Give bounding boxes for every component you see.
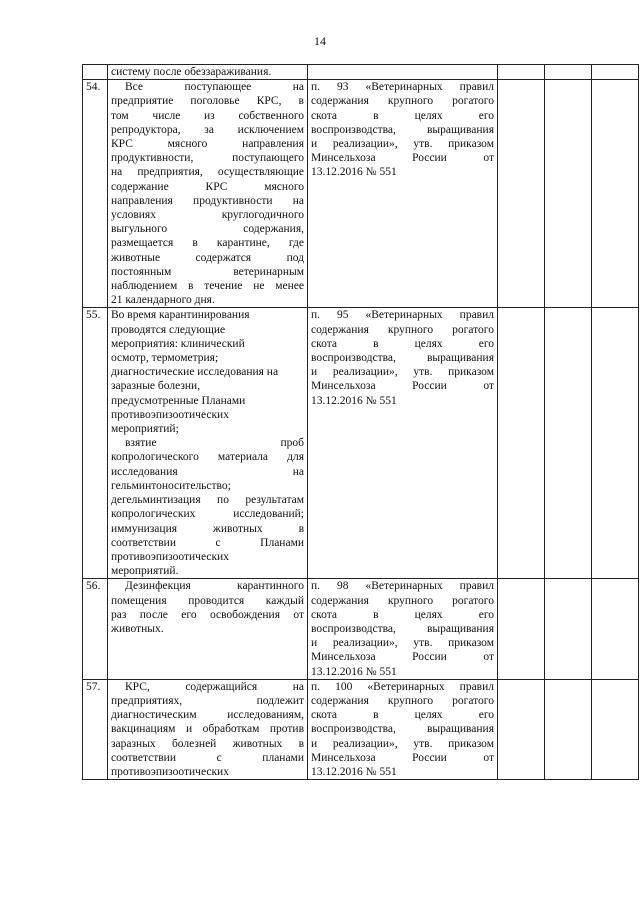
reference-text-line: скота в целях его <box>311 709 494 722</box>
requirement-text-line: Дезинфекция карантинного <box>125 580 304 593</box>
empty-cell-a <box>498 308 545 579</box>
page-number: 14 <box>314 34 326 48</box>
requirement-text-line: противоэпизоотических <box>111 765 229 778</box>
requirement-text-line: систему после обеззараживания. <box>111 66 272 78</box>
requirement-text-line: предприятие поголовье КРС, в <box>111 95 304 108</box>
requirement-text-line: соответствии с Планами <box>111 536 304 549</box>
reference-text-line: Минсельхоза России от <box>311 751 494 764</box>
empty-cell-c <box>592 65 639 80</box>
empty-cell-c <box>592 679 639 779</box>
table-row <box>83 80 639 308</box>
empty-cell-c <box>592 80 639 308</box>
requirement-text-line: взятие проб <box>125 437 304 450</box>
legal-reference-cell <box>308 579 498 679</box>
reference-text-line: 13.12.2016 № 551 <box>311 394 397 407</box>
reference-text-line: и реализации», утв. приказом <box>311 737 494 750</box>
reference-text-line: воспроизводства, выращивания <box>311 723 494 736</box>
reference-text-line: 13.12.2016 № 551 <box>311 166 397 179</box>
requirement-cell <box>108 65 308 80</box>
reference-text-line: скота в целях его <box>311 109 494 122</box>
requirement-cell <box>108 308 308 579</box>
requirement-text-line: постоянным ветеринарным <box>111 265 304 278</box>
requirement-text-line: животные содержатся под <box>111 251 304 264</box>
requirement-text-line: дегельминтизация по результатам <box>111 494 304 507</box>
reference-text-line: п. 98 «Ветеринарных правил <box>311 580 494 593</box>
table-row <box>83 308 639 579</box>
requirement-text-line: условиях круглогодичного <box>111 209 304 222</box>
empty-cell-a <box>498 579 545 679</box>
requirement-text-line: животных. <box>111 622 164 635</box>
reference-text-line: п. 95 «Ветеринарных правил <box>311 309 494 322</box>
requirement-cell <box>108 80 308 308</box>
requirement-text-line: предприятиях, подлежит <box>111 694 304 707</box>
reference-text-line: и реализации», утв. приказом <box>311 366 494 379</box>
reference-text-line: скота в целях его <box>311 608 494 621</box>
legal-reference-cell <box>308 308 498 579</box>
requirement-text-line: осмотр, термометрия; <box>111 352 219 365</box>
row-number: 57. <box>83 679 108 779</box>
empty-cell-a <box>498 65 545 80</box>
reference-text-line: воспроизводства, выращивания <box>311 352 494 365</box>
requirement-text-line: вакцинациям и обработкам против <box>111 723 304 736</box>
row-number: 55. <box>83 308 108 579</box>
requirement-text-line: КРС, содержащийся на <box>125 680 304 693</box>
empty-cell-b <box>545 579 592 679</box>
requirement-text-line: мероприятий; <box>111 423 179 436</box>
row-number: 54. <box>83 80 108 308</box>
requirement-text-line: копрологических исследований; <box>111 508 304 521</box>
empty-cell-b <box>545 80 592 308</box>
reference-text-line: Минсельхоза России от <box>311 651 494 664</box>
empty-cell-c <box>592 308 639 579</box>
requirements-table <box>82 64 639 780</box>
requirement-text-line: заразные болезни, <box>111 380 201 393</box>
row-number <box>83 65 108 80</box>
requirement-text-line: раз после его освобождения от <box>111 608 304 621</box>
requirement-text-line: копрологического материала для <box>111 451 304 464</box>
table-row <box>83 65 639 80</box>
requirement-cell <box>108 679 308 779</box>
empty-cell-b <box>545 679 592 779</box>
requirement-text-line: Во время карантинирования <box>111 309 250 322</box>
requirement-text-line: Все поступающее на <box>125 81 304 94</box>
requirement-text-line: КРС мясного направления <box>111 138 304 151</box>
empty-cell-a <box>498 80 545 308</box>
table-row <box>83 579 639 679</box>
reference-text-line: воспроизводства, выращивания <box>311 622 494 635</box>
legal-reference-cell <box>308 80 498 308</box>
requirement-text-line: противоэпизоотических <box>111 550 229 563</box>
empty-cell-c <box>592 579 639 679</box>
requirement-text-line: соответствии с планами <box>111 751 304 764</box>
requirement-text-line: помещения проводится каждый <box>111 594 304 607</box>
requirement-text-line: мероприятий. <box>111 565 179 578</box>
requirement-text-line: выгульного содержания, <box>111 223 304 236</box>
legal-reference-cell <box>308 65 498 80</box>
row-number: 56. <box>83 579 108 679</box>
requirement-text-line: на предприятия, осуществляющие <box>111 166 304 179</box>
reference-text-line: Минсельхоза России от <box>311 380 494 393</box>
reference-text-line: и реализации», утв. приказом <box>311 637 494 650</box>
requirement-text-line: исследования на <box>111 465 304 478</box>
requirement-cell <box>108 579 308 679</box>
empty-cell-b <box>545 65 592 80</box>
reference-text-line: содержания крупного рогатого <box>311 95 494 108</box>
reference-text-line: воспроизводства, выращивания <box>311 123 494 136</box>
requirement-text-line: наблюдением в течение не менее <box>111 280 304 293</box>
requirement-text-line: диагностическим исследованиям, <box>111 709 304 722</box>
reference-text-line: 13.12.2016 № 551 <box>311 765 397 778</box>
requirement-text-line: размещается в карантине, где <box>111 237 304 250</box>
reference-text-line: содержания крупного рогатого <box>311 594 494 607</box>
requirement-text-line: проводятся следующие <box>111 323 226 336</box>
reference-text-line: скота в целях его <box>311 337 494 350</box>
requirement-text-line: направления продуктивности на <box>111 194 304 207</box>
empty-cell-b <box>545 308 592 579</box>
requirement-text-line: иммунизация животных в <box>111 522 304 535</box>
reference-text-line: содержания крупного рогатого <box>311 323 494 336</box>
requirement-text-line: том числе из собственного <box>111 109 304 122</box>
table-row <box>83 679 639 779</box>
reference-text-line: п. 93 «Ветеринарных правил <box>311 81 494 94</box>
reference-text-line: Минсельхоза России от <box>311 152 494 165</box>
requirement-text-line: репродуктора, за исключением <box>111 123 304 136</box>
reference-text-line: содержания крупного рогатого <box>311 694 494 707</box>
reference-text-line: 13.12.2016 № 551 <box>311 665 397 678</box>
requirement-text-line: противоэпизоотических <box>111 408 229 421</box>
requirement-text-line: предусмотренные Планами <box>111 394 246 407</box>
requirement-text-line: 21 календарного дня. <box>111 294 215 307</box>
requirement-text-line: продуктивности, поступающего <box>111 152 304 165</box>
reference-text-line: и реализации», утв. приказом <box>311 138 494 151</box>
requirement-text-line: содержание КРС мясного <box>111 180 304 193</box>
requirement-text-line: диагностические исследования на <box>111 366 279 379</box>
requirement-text-line: заразных болезней животных в <box>111 737 304 750</box>
legal-reference-cell <box>308 679 498 779</box>
requirement-text-line: гельминтоносительство; <box>111 479 231 492</box>
reference-text-line: п. 100 «Ветеринарных правил <box>311 680 494 693</box>
empty-cell-a <box>498 679 545 779</box>
requirement-text-line: мероприятия: клинический <box>111 337 245 350</box>
